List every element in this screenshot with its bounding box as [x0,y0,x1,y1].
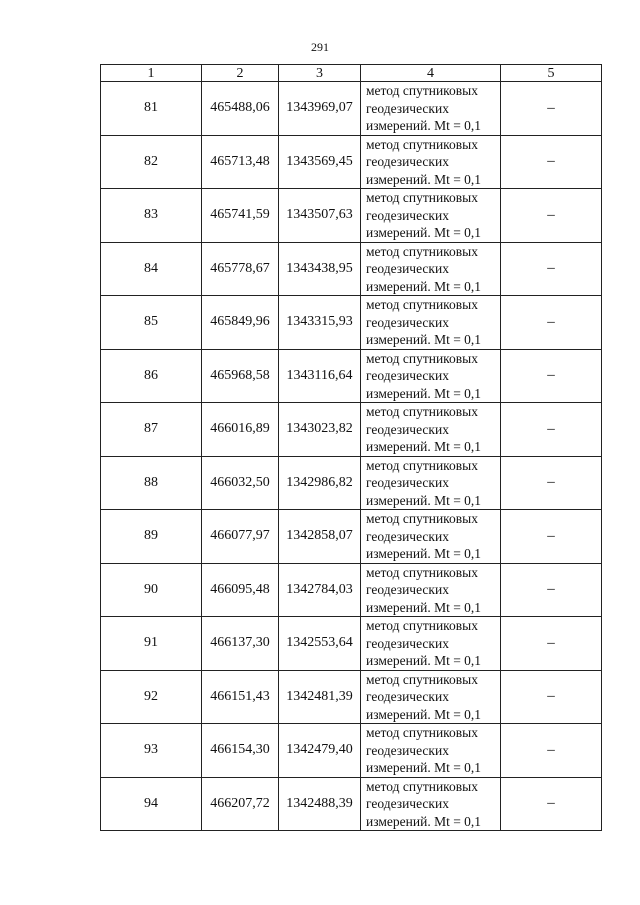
x-coordinate-cell: 466077,97 [202,510,279,564]
y-coordinate-cell: 1342986,82 [279,456,361,510]
y-coordinate-cell: 1343569,45 [279,135,361,189]
method-line: метод спутниковых [366,83,478,98]
method-line: геодезических [366,635,449,651]
method-cell [361,670,501,724]
method-line: геодезических [366,154,449,169]
point-number-cell: 84 [101,242,202,296]
method-line: метод спутниковых [366,511,478,526]
table-header [101,65,602,82]
table-row [101,403,602,457]
point-number-cell: 94 [101,777,202,831]
note-cell: – [501,563,602,617]
method-line: геодезических [366,314,449,330]
table-row [101,510,602,564]
table-body [101,82,602,831]
x-coordinate-cell: 466137,30 [202,617,279,671]
method-line: измерений. Mt = 0,1 [366,385,482,401]
x-coordinate-cell: 466095,48 [202,563,279,617]
point-number-cell: 88 [101,456,202,510]
y-coordinate-cell: 1343023,82 [279,403,361,457]
method-cell [361,510,501,564]
y-coordinate-cell: 1342553,64 [279,617,361,671]
point-number-cell: 89 [101,510,202,564]
coordinates-table [100,64,602,831]
method-line: измерений. Mt = 0,1 [366,171,482,187]
header-col-3: 3 [279,65,361,82]
method-line: измерений. Mt = 0,1 [366,599,482,615]
table-row [101,563,602,617]
point-number-cell: 93 [101,724,202,778]
note-cell: – [501,724,602,778]
method-cell [361,242,501,296]
header-row [101,65,602,82]
point-number-cell: 81 [101,82,202,136]
x-coordinate-cell: 466032,50 [202,456,279,510]
y-coordinate-cell: 1342858,07 [279,510,361,564]
method-line: геодезических [366,207,449,223]
point-number-cell: 82 [101,135,202,189]
x-coordinate-cell: 466154,30 [202,724,279,778]
note-cell: – [501,189,602,243]
method-line: метод спутниковых [366,778,478,794]
method-line: метод спутниковых [366,564,478,580]
table-row [101,777,602,831]
method-line: метод спутниковых [366,136,478,152]
header-col-2: 2 [202,65,279,82]
method-cell [361,617,501,671]
method-line: геодезических [366,100,449,116]
note-cell: – [501,296,602,350]
method-cell [361,135,501,189]
method-cell [361,349,501,403]
y-coordinate-cell: 1343438,95 [279,242,361,296]
method-line: метод спутниковых [366,404,478,419]
method-line: измерений. Mt = 0,1 [366,225,482,240]
y-coordinate-cell: 1342481,39 [279,670,361,724]
method-line: измерений. Mt = 0,1 [366,492,482,508]
method-cell [361,777,501,831]
point-number-cell: 83 [101,189,202,243]
method-line: измерений. Mt = 0,1 [366,653,482,668]
note-cell: – [501,242,602,296]
method-cell [361,82,501,136]
method-line: геодезических [366,796,449,811]
method-line: измерений. Mt = 0,1 [366,118,482,133]
method-line: метод спутниковых [366,457,478,473]
method-line: геодезических [366,528,449,544]
header-col-5: 5 [501,65,602,82]
table-row [101,242,602,296]
method-line: геодезических [366,742,449,758]
method-line: метод спутниковых [366,297,478,312]
method-line: измерений. Mt = 0,1 [366,546,482,561]
note-cell: – [501,403,602,457]
method-line: геодезических [366,582,449,597]
method-line: измерений. Mt = 0,1 [366,706,482,722]
x-coordinate-cell: 465778,67 [202,242,279,296]
y-coordinate-cell: 1343507,63 [279,189,361,243]
point-number-cell: 86 [101,349,202,403]
x-coordinate-cell: 465741,59 [202,189,279,243]
method-cell [361,563,501,617]
y-coordinate-cell: 1342479,40 [279,724,361,778]
y-coordinate-cell: 1342784,03 [279,563,361,617]
y-coordinate-cell: 1343116,64 [279,349,361,403]
table-row [101,296,602,350]
method-line: метод спутниковых [366,243,478,259]
point-number-cell: 87 [101,403,202,457]
x-coordinate-cell: 466016,89 [202,403,279,457]
method-line: измерений. Mt = 0,1 [366,332,482,347]
note-cell: – [501,349,602,403]
table-row [101,349,602,403]
x-coordinate-cell: 466207,72 [202,777,279,831]
table-row [101,135,602,189]
method-line: геодезических [366,475,449,490]
note-cell: – [501,510,602,564]
point-number-cell: 90 [101,563,202,617]
method-line: измерений. Mt = 0,1 [366,760,482,775]
note-cell: – [501,82,602,136]
x-coordinate-cell: 465488,06 [202,82,279,136]
method-cell [361,189,501,243]
method-line: метод спутниковых [366,725,478,740]
point-number-cell: 91 [101,617,202,671]
table-row [101,617,602,671]
note-cell: – [501,617,602,671]
point-number-cell: 85 [101,296,202,350]
point-number-cell: 92 [101,670,202,724]
method-line: метод спутниковых [366,350,478,366]
method-line: метод спутниковых [366,190,478,205]
method-cell [361,456,501,510]
table-row [101,724,602,778]
method-line: геодезических [366,261,449,276]
note-cell: – [501,456,602,510]
method-cell [361,296,501,350]
table-row [101,670,602,724]
method-line: геодезических [366,689,449,704]
page-number: 291 [311,40,329,54]
method-line: измерений. Mt = 0,1 [366,278,482,294]
header-col-4: 4 [361,65,501,82]
x-coordinate-cell: 465713,48 [202,135,279,189]
note-cell: – [501,777,602,831]
x-coordinate-cell: 466151,43 [202,670,279,724]
method-line: измерений. Mt = 0,1 [366,813,482,829]
x-coordinate-cell: 465849,96 [202,296,279,350]
table-row [101,82,602,136]
table-row [101,189,602,243]
note-cell: – [501,670,602,724]
method-cell [361,724,501,778]
note-cell: – [501,135,602,189]
method-line: метод спутниковых [366,671,478,687]
y-coordinate-cell: 1343315,93 [279,296,361,350]
y-coordinate-cell: 1342488,39 [279,777,361,831]
method-line: метод спутниковых [366,618,478,633]
x-coordinate-cell: 465968,58 [202,349,279,403]
method-cell [361,403,501,457]
header-col-1: 1 [101,65,202,82]
method-line: геодезических [366,421,449,437]
method-line: измерений. Mt = 0,1 [366,439,482,454]
table-row [101,456,602,510]
y-coordinate-cell: 1343969,07 [279,82,361,136]
method-line: геодезических [366,368,449,383]
